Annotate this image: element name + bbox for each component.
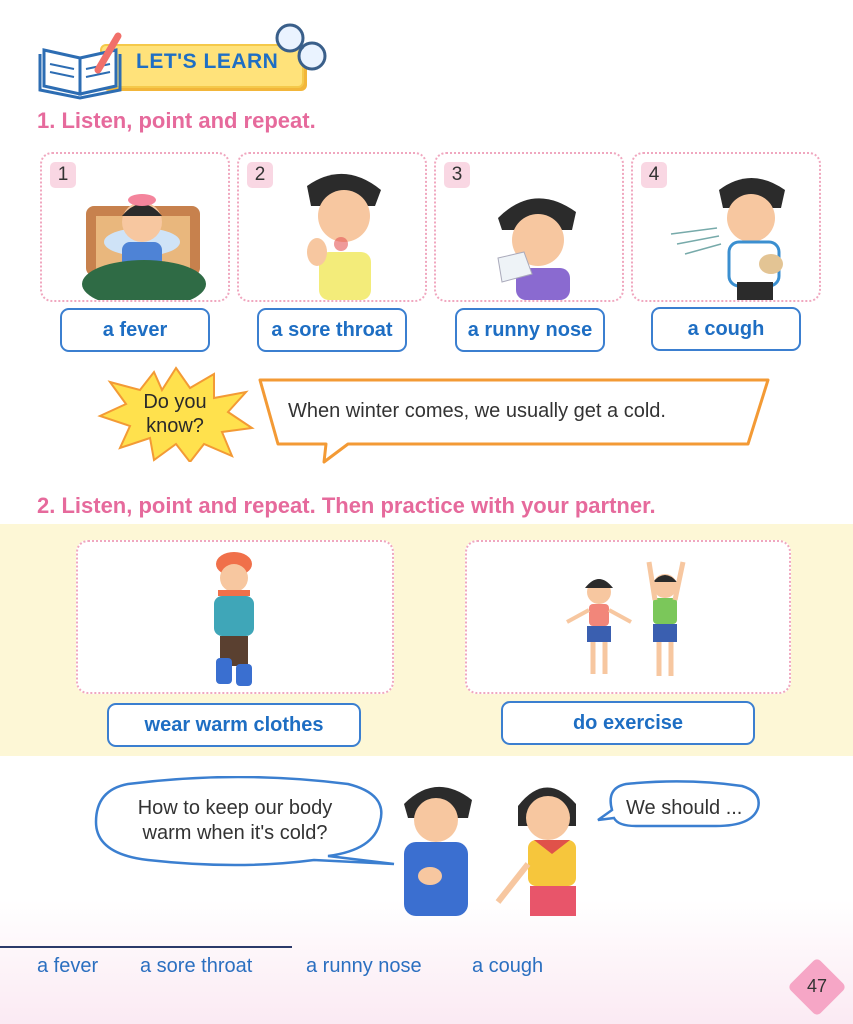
label-a-cough: a cough: [651, 307, 801, 351]
label-a-fever: a fever: [60, 308, 210, 352]
do-you-know-text: Do you know?: [143, 391, 207, 437]
item-number: 1: [50, 162, 76, 188]
boy-coughing-illustration: [667, 168, 817, 300]
card-runny-nose: [434, 152, 624, 302]
section-1-title: 1. Listen, point and repeat.: [37, 108, 316, 133]
boy-sore-throat-illustration: [289, 166, 399, 300]
card-do-exercise: [465, 540, 791, 694]
girl-speaking-illustration: [494, 774, 598, 916]
card-wear-warm-clothes: [76, 540, 394, 694]
girl-warm-clothes-illustration: [204, 546, 264, 688]
item-number: 3: [444, 162, 470, 188]
question-text: How to keep our body warm when it's cold?: [137, 797, 333, 844]
item-number: 2: [247, 162, 273, 188]
kids-exercising-illustration: [561, 556, 701, 686]
page-number: 47: [806, 976, 828, 996]
section-2-title: 2. Listen, point and repeat. Then practice with your partner.: [37, 493, 656, 518]
card-cough: [631, 152, 821, 302]
boy-runny-nose-illustration: [484, 178, 594, 300]
item-number: 4: [641, 162, 667, 188]
card-fever: [40, 152, 230, 302]
banner-title: LET'S LEARN: [136, 50, 279, 73]
glasses-icon: [270, 16, 332, 72]
label-a-sore-throat: a sore throat: [257, 308, 407, 352]
label-wear-warm-clothes: wear warm clothes: [107, 703, 361, 747]
card-sore-throat: [237, 152, 427, 302]
open-book-icon: [36, 30, 126, 100]
label-a-runny-nose: a runny nose: [455, 308, 605, 352]
bottom-gradient: [0, 900, 853, 1024]
boy-speaking-illustration: [396, 776, 478, 916]
answer-text: We should ...: [626, 797, 743, 819]
label-do-exercise: do exercise: [501, 701, 755, 745]
word-bank-item: a sore throat: [140, 955, 253, 977]
word-bank-item: a runny nose: [306, 955, 422, 977]
word-bank-rule: [0, 946, 292, 948]
sick-boy-in-bed-illustration: [78, 172, 208, 300]
word-bank-item: a cough: [472, 955, 544, 977]
word-bank-item: a fever: [37, 955, 99, 977]
fact-text: When winter comes, we usually get a cold.: [288, 400, 666, 422]
